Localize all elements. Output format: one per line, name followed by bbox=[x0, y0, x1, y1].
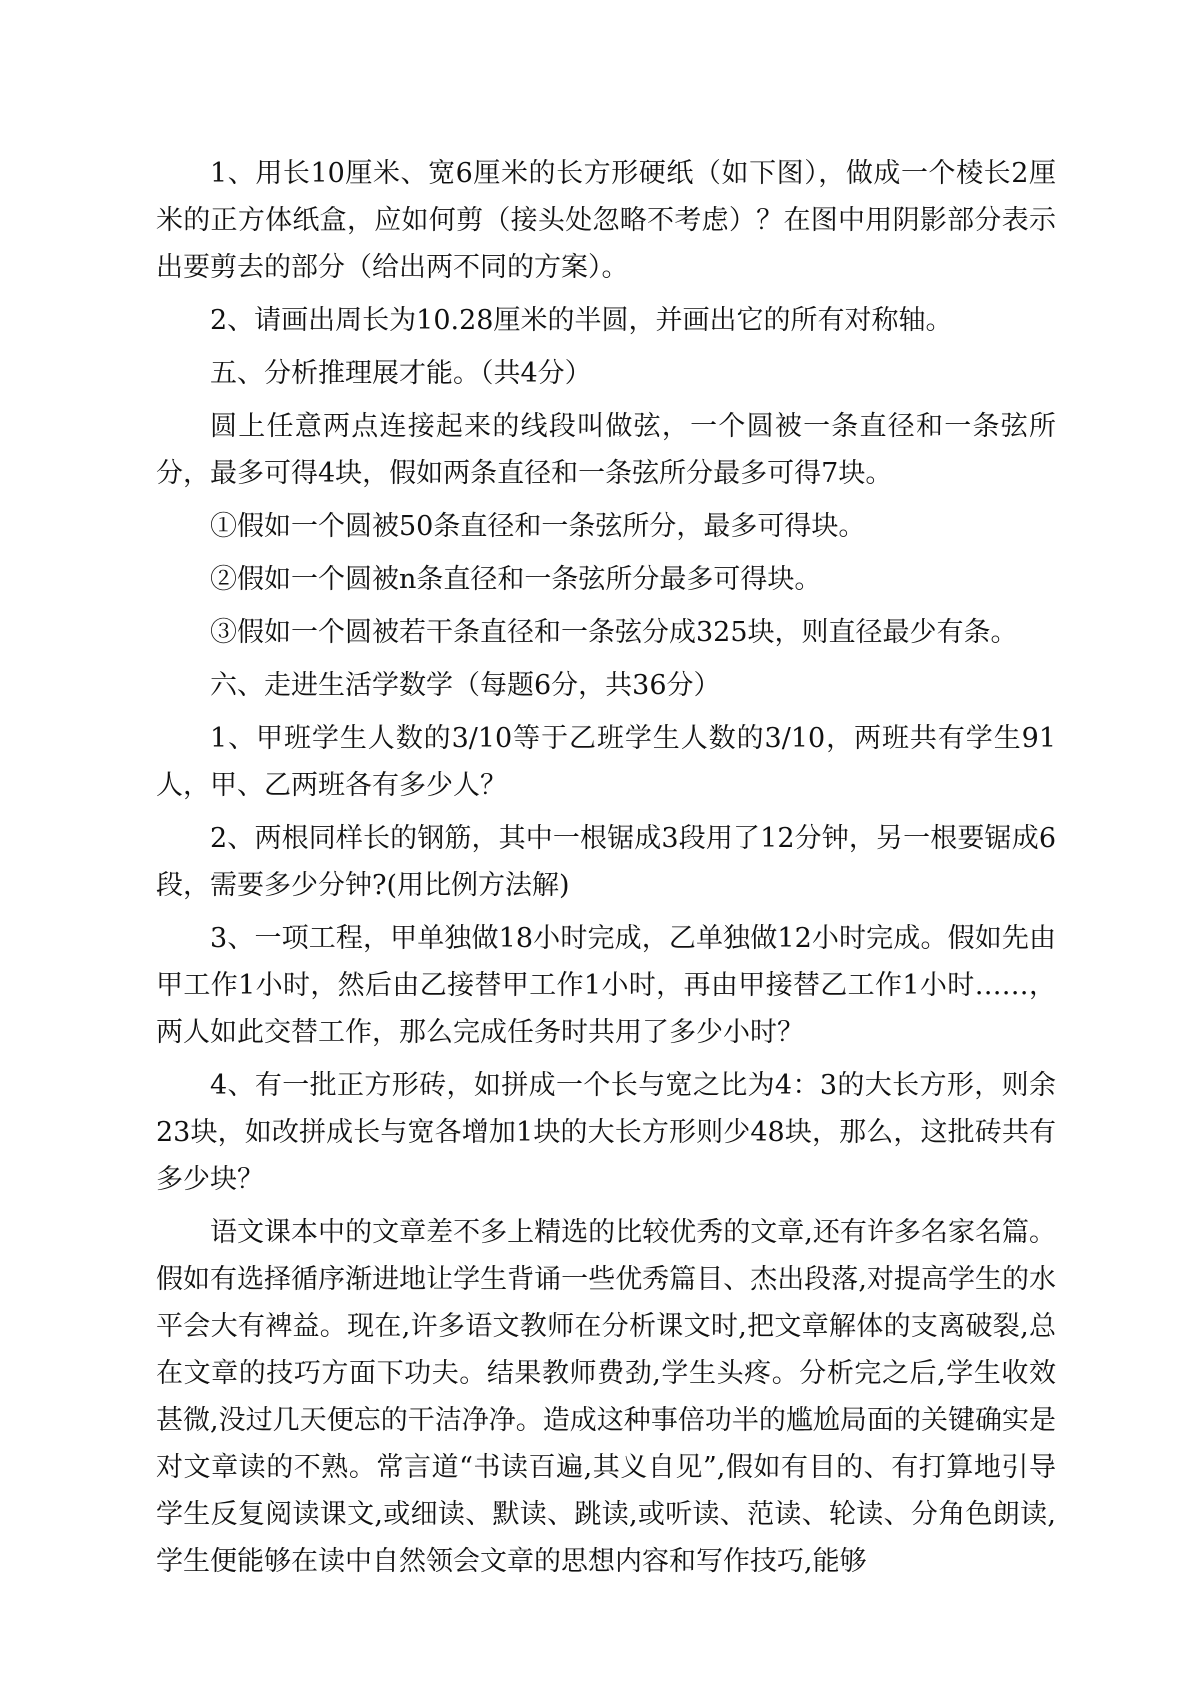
paragraph-chord-q1: ①假如一个圆被50条直径和一条弦所分，最多可得块。 bbox=[210, 511, 866, 542]
section-heading-6: 六、走进生活学数学（每题6分，共36分） bbox=[210, 670, 721, 701]
document-body bbox=[156, 150, 1056, 1585]
paragraph-life-q1: 1、甲班学生人数的3/10等于乙班学生人数的3/10，两班共有学生91人，甲、乙两班各有多少人？ bbox=[156, 723, 1056, 801]
paragraph-chord-q2: ②假如一个圆被n条直径和一条弦所分最多可得块。 bbox=[210, 564, 822, 595]
paragraph-chord-intro: 圆上任意两点连接起来的线段叫做弦，一个圆被一条直径和一条弦所分，最多可得4块，假如两条直径和一条弦所分最多可得7块。 bbox=[156, 411, 1056, 489]
paragraph-life-q3: 3、一项工程，甲单独做18小时完成，乙单独做12小时完成。假如先由甲工作1小时，然后由乙接替甲工作1小时，再由甲接替乙工作1小时……，两人如此交替工作，那么完成任务时共用了多少小时？ bbox=[156, 923, 1056, 1048]
paragraph-chord-q3: ③假如一个圆被若干条直径和一条弦分成325块，则直径最少有条。 bbox=[210, 617, 1018, 648]
paragraph-life-q2: 2、两根同样长的钢筋，其中一根锯成3段用了12分钟，另一根要锯成6段，需要多少分钟?(用比例方法解) bbox=[156, 823, 1056, 901]
paragraph-chinese-essay: 语文课本中的文章差不多上精选的比较优秀的文章,还有许多名家名篇。假如有选择循序渐进地让学生背诵一些优秀篇目、杰出段落,对提高学生的水平会大有裨益。现在,许多语文教师在分析课文时,把文章解体的支离破裂,总在文章的技巧方面下功夫。结果教师费劲,学生头疼。分析完之后,学生收效甚微,没过几天便忘的干洁净净。造成这种事倍功半的尴尬局面的关键确实是对文章读的不熟。常言道“书读百遍,其义自见”,假如有目的、有打算地引导学生反复阅读课文,或细读、默读、跳读,或听读、范读、轮读、分角色朗读,学生便能够在读中自然领会文章的思想内容和写作技巧,能够 bbox=[156, 1217, 1056, 1577]
paragraph-q2-semicircle: 2、请画出周长为10.28厘米的半圆，并画出它的所有对称轴。 bbox=[210, 305, 953, 336]
paragraph-life-q4: 4、有一批正方形砖，如拼成一个长与宽之比为4：3的大长方形，则余23块，如改拼成长与宽各增加1块的大长方形则少48块，那么，这批砖共有多少块？ bbox=[156, 1070, 1056, 1195]
section-heading-5: 五、分析推理展才能。（共4分） bbox=[210, 358, 592, 389]
paragraph-q1-box: 1、用长10厘米、宽6厘米的长方形硬纸（如下图），做成一个棱长2厘米的正方体纸盒，应如何剪（接头处忽略不考虑）？在图中用阴影部分表示出要剪去的部分（给出两不同的方案）。 bbox=[156, 158, 1056, 283]
